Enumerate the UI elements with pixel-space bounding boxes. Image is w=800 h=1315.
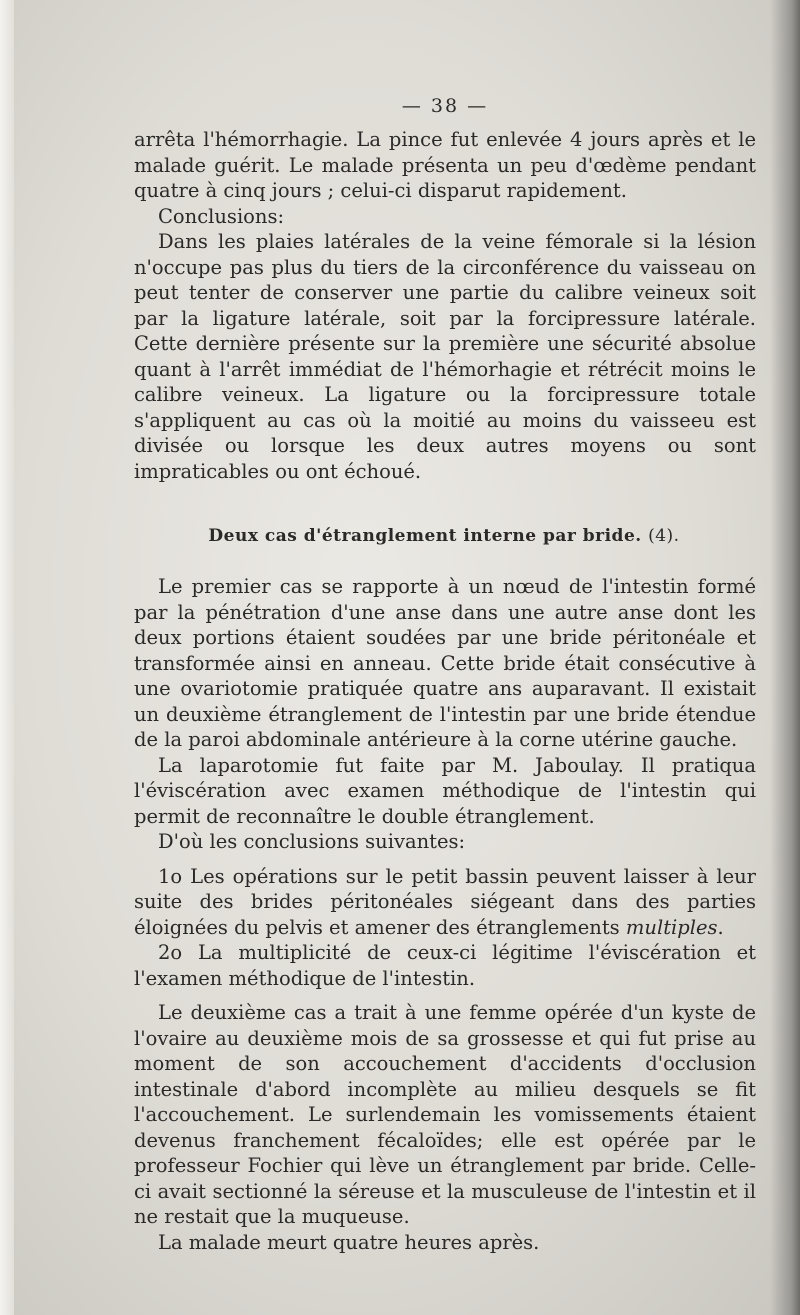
paragraph-first-case: Le premier cas se rapporte à un nœud de l'intestin formé par la pénétration d'une anse dans une autre anse dont les deux portions étaient soudées par une bride péritonéale et transformée ainsi en anneau. Cette bride était consécutive à une ovariotomie pratiquée quatre ans auparavant. Il existait un deuxième étranglement de l'intestin par une bride étendue de la paroi abdominale antérieure à la corne utérine gauche. bbox=[134, 575, 756, 751]
section-heading bbox=[0, 526, 800, 546]
footnote-reference: (4). bbox=[648, 526, 680, 546]
paragraph-laparotomy: La laparotomie fut faite par M. Jaboulay. Il pratiqua l'éviscération avec examen méthodique de l'intestin qui permit de reconnaître le double étranglement. bbox=[134, 753, 756, 828]
paragraph-conclusions-intro: D'où les conclusions suivantes: bbox=[158, 830, 466, 853]
strangulation-section bbox=[134, 574, 756, 1255]
conclusions-label: Conclusions: bbox=[158, 204, 285, 228]
paragraph-conclusions: Dans les plaies latérales de la veine fémorale si la lésion n'occupe pas plus du tiers de la circonférence du vaisseau on peut tenter de conserver une partie du calibre veineux soit par la ligature latérale, soit par la forcipressure latérale. Cette dernière présente sur la première une sécurité absolue quant à l'arrêt immédiat de l'hémorhagie et rétrécit moins le calibre veineux. La ligature ou la forcipressure totale s'appliquent au cas où la moitié au moins du vaisseeu est divisée ou lorsque les deux autres moyens ou sont impraticables ou ont échoué. bbox=[134, 230, 756, 483]
conclusion-one-text: 1o Les opérations sur le petit bassin peuvent laisser à leur suite des brides péritonéales siégeant dans des parties éloignées du pelvis et amener des étranglements bbox=[134, 864, 756, 939]
conclusions-section bbox=[134, 127, 756, 484]
page-number: — 38 — bbox=[401, 95, 489, 117]
paragraph-conclusion-two: 2o La multiplicité de ceux-ci légitime l'éviscération et l'examen méthodique de l'intestin. bbox=[134, 941, 756, 990]
paragraph-outcome: La malade meurt quatre heures après. bbox=[158, 1230, 540, 1254]
paragraph-conclusion-one bbox=[134, 864, 756, 941]
conclusion-one-end: . bbox=[717, 915, 724, 939]
emphasis-multiples: multiples bbox=[625, 915, 718, 939]
paragraph-hemorrhage: arrêta l'hémorrhagie. La pince fut enlevée 4 jours après et le malade guérit. Le malade présenta un peu d'œdème pendant quatre à cinq jours ; celui-ci disparut rapidement. bbox=[134, 128, 756, 202]
section-heading-title: Deux cas d'étranglement interne par bride. bbox=[208, 526, 642, 546]
page-right-edge-shadow bbox=[770, 0, 800, 1315]
page-left-edge bbox=[0, 0, 14, 1315]
paragraph-second-case: Le deuxième cas a trait à une femme opérée d'un kyste de l'ovaire au deuxième mois de sa grossesse et qui fut prise au moment de son accouchement d'accidents d'occlusion intestinale d'abord incomplète au milieu desquels se fit l'accouchement. Le surlendemain les vomissements étaient devenus franchement fécaloïdes; elle est opérée par le professeur Fochier qui lève un étranglement par bride. Celle-ci avait sectionné la séreuse et la musculeuse de l'intestin et il ne restait que la muqueuse. bbox=[134, 1001, 756, 1228]
